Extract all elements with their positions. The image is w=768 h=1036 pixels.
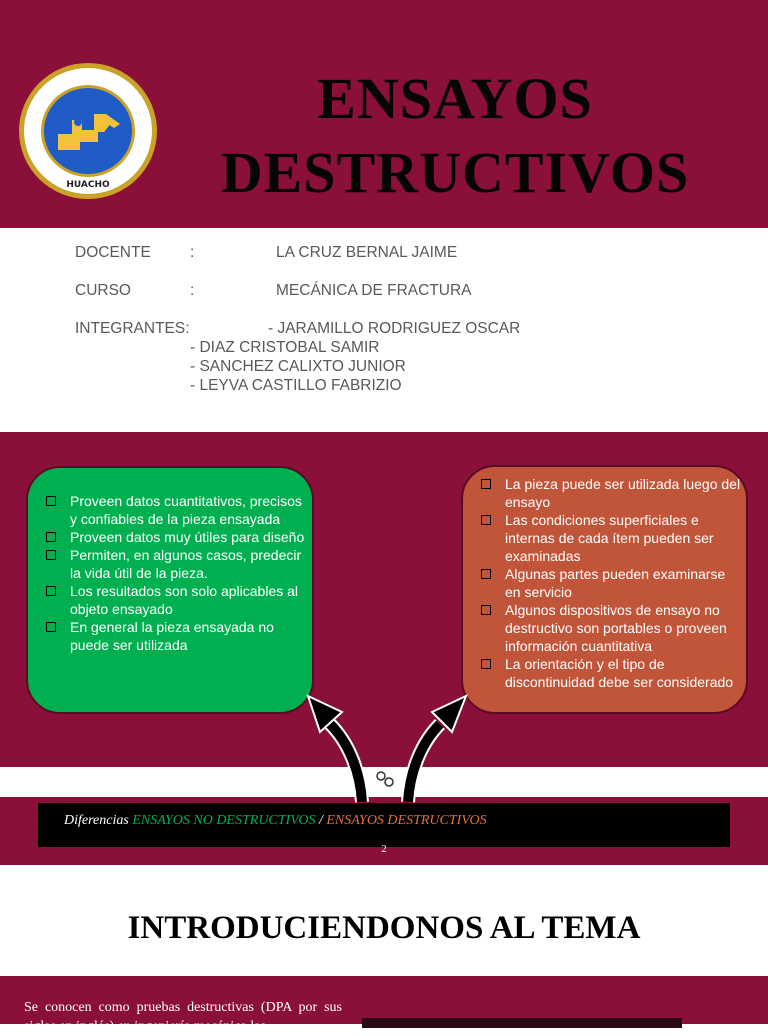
svg-text:HUACHO: HUACHO xyxy=(66,180,110,190)
list-item: La orientación y el tipo de discontinuidad debe ser considerado xyxy=(481,655,743,691)
curso-value: MECÁNICA DE FRACTURA xyxy=(276,282,472,299)
integrante-2: - DIAZ CRISTOBAL SAMIR xyxy=(190,339,380,356)
caption-separator: / xyxy=(315,813,327,828)
list-item: Proveen datos cuantitativos, precisos y confiables de la pieza ensayada xyxy=(46,492,308,528)
list-item: En general la pieza ensayada no puede ser utilizada xyxy=(46,618,308,654)
docente-sep: : xyxy=(190,244,195,261)
destructive-list xyxy=(481,475,743,691)
destructive-box xyxy=(461,465,748,714)
intro-title: INTRODUCIENDONOS AL TEMA xyxy=(127,910,641,946)
list-item: Permiten, en algunos casos, predecir la vida útil de la pieza. xyxy=(46,546,308,582)
list-item: Los resultados son solo aplicables al objeto ensayado xyxy=(46,582,308,618)
list-item: Algunos dispositivos de ensayo no destructivo son portables o proveen información cuantitativa xyxy=(481,601,743,655)
integrante-3: - SANCHEZ CALIXTO JUNIOR xyxy=(190,358,406,375)
list-item: Las condiciones superficiales e internas de cada ítem pueden ser examinadas xyxy=(481,511,743,565)
integrante-1: - JARAMILLO RODRIGUEZ OSCAR xyxy=(268,320,521,337)
list-item: Proveen datos muy útiles para diseño xyxy=(46,528,308,546)
curso-sep: : xyxy=(190,282,195,299)
caption-text xyxy=(64,813,487,829)
info-block xyxy=(0,228,768,432)
university-logo xyxy=(18,62,158,200)
caption-destructive: ENSAYOS DESTRUCTIVOS xyxy=(326,813,487,828)
list-item: Algunas partes pueden examinarse en servicio xyxy=(481,565,743,601)
docente-label: DOCENTE xyxy=(75,244,151,261)
image-placeholder xyxy=(362,1018,682,1028)
caption-non-destructive: ENSAYOS NO DESTRUCTIVOS xyxy=(132,813,316,828)
curso-label: CURSO xyxy=(75,282,131,299)
curved-arrows-icon xyxy=(290,690,490,810)
integrante-4: - LEYVA CASTILLO FABRIZIO xyxy=(190,377,402,394)
page-title xyxy=(190,62,720,210)
non-destructive-list xyxy=(46,492,308,654)
docente-value: LA CRUZ BERNAL JAIME xyxy=(276,244,458,261)
non-destructive-box xyxy=(26,466,314,714)
integrantes-label: INTEGRANTES: xyxy=(75,320,190,337)
title-line-1: ENSAYOS xyxy=(317,66,593,131)
title-line-2: DESTRUCTIVOS xyxy=(220,140,690,205)
page-number: 2 xyxy=(381,843,387,855)
list-item: La pieza puede ser utilizada luego del ensayo xyxy=(481,475,743,511)
body-band xyxy=(0,976,768,1034)
body-text: Se conocen como pruebas destructivas (DPA por sus siglas en inglés) en ingeniería mecánica las xyxy=(24,1000,342,1034)
caption-prefix: Diferencias xyxy=(64,813,133,828)
